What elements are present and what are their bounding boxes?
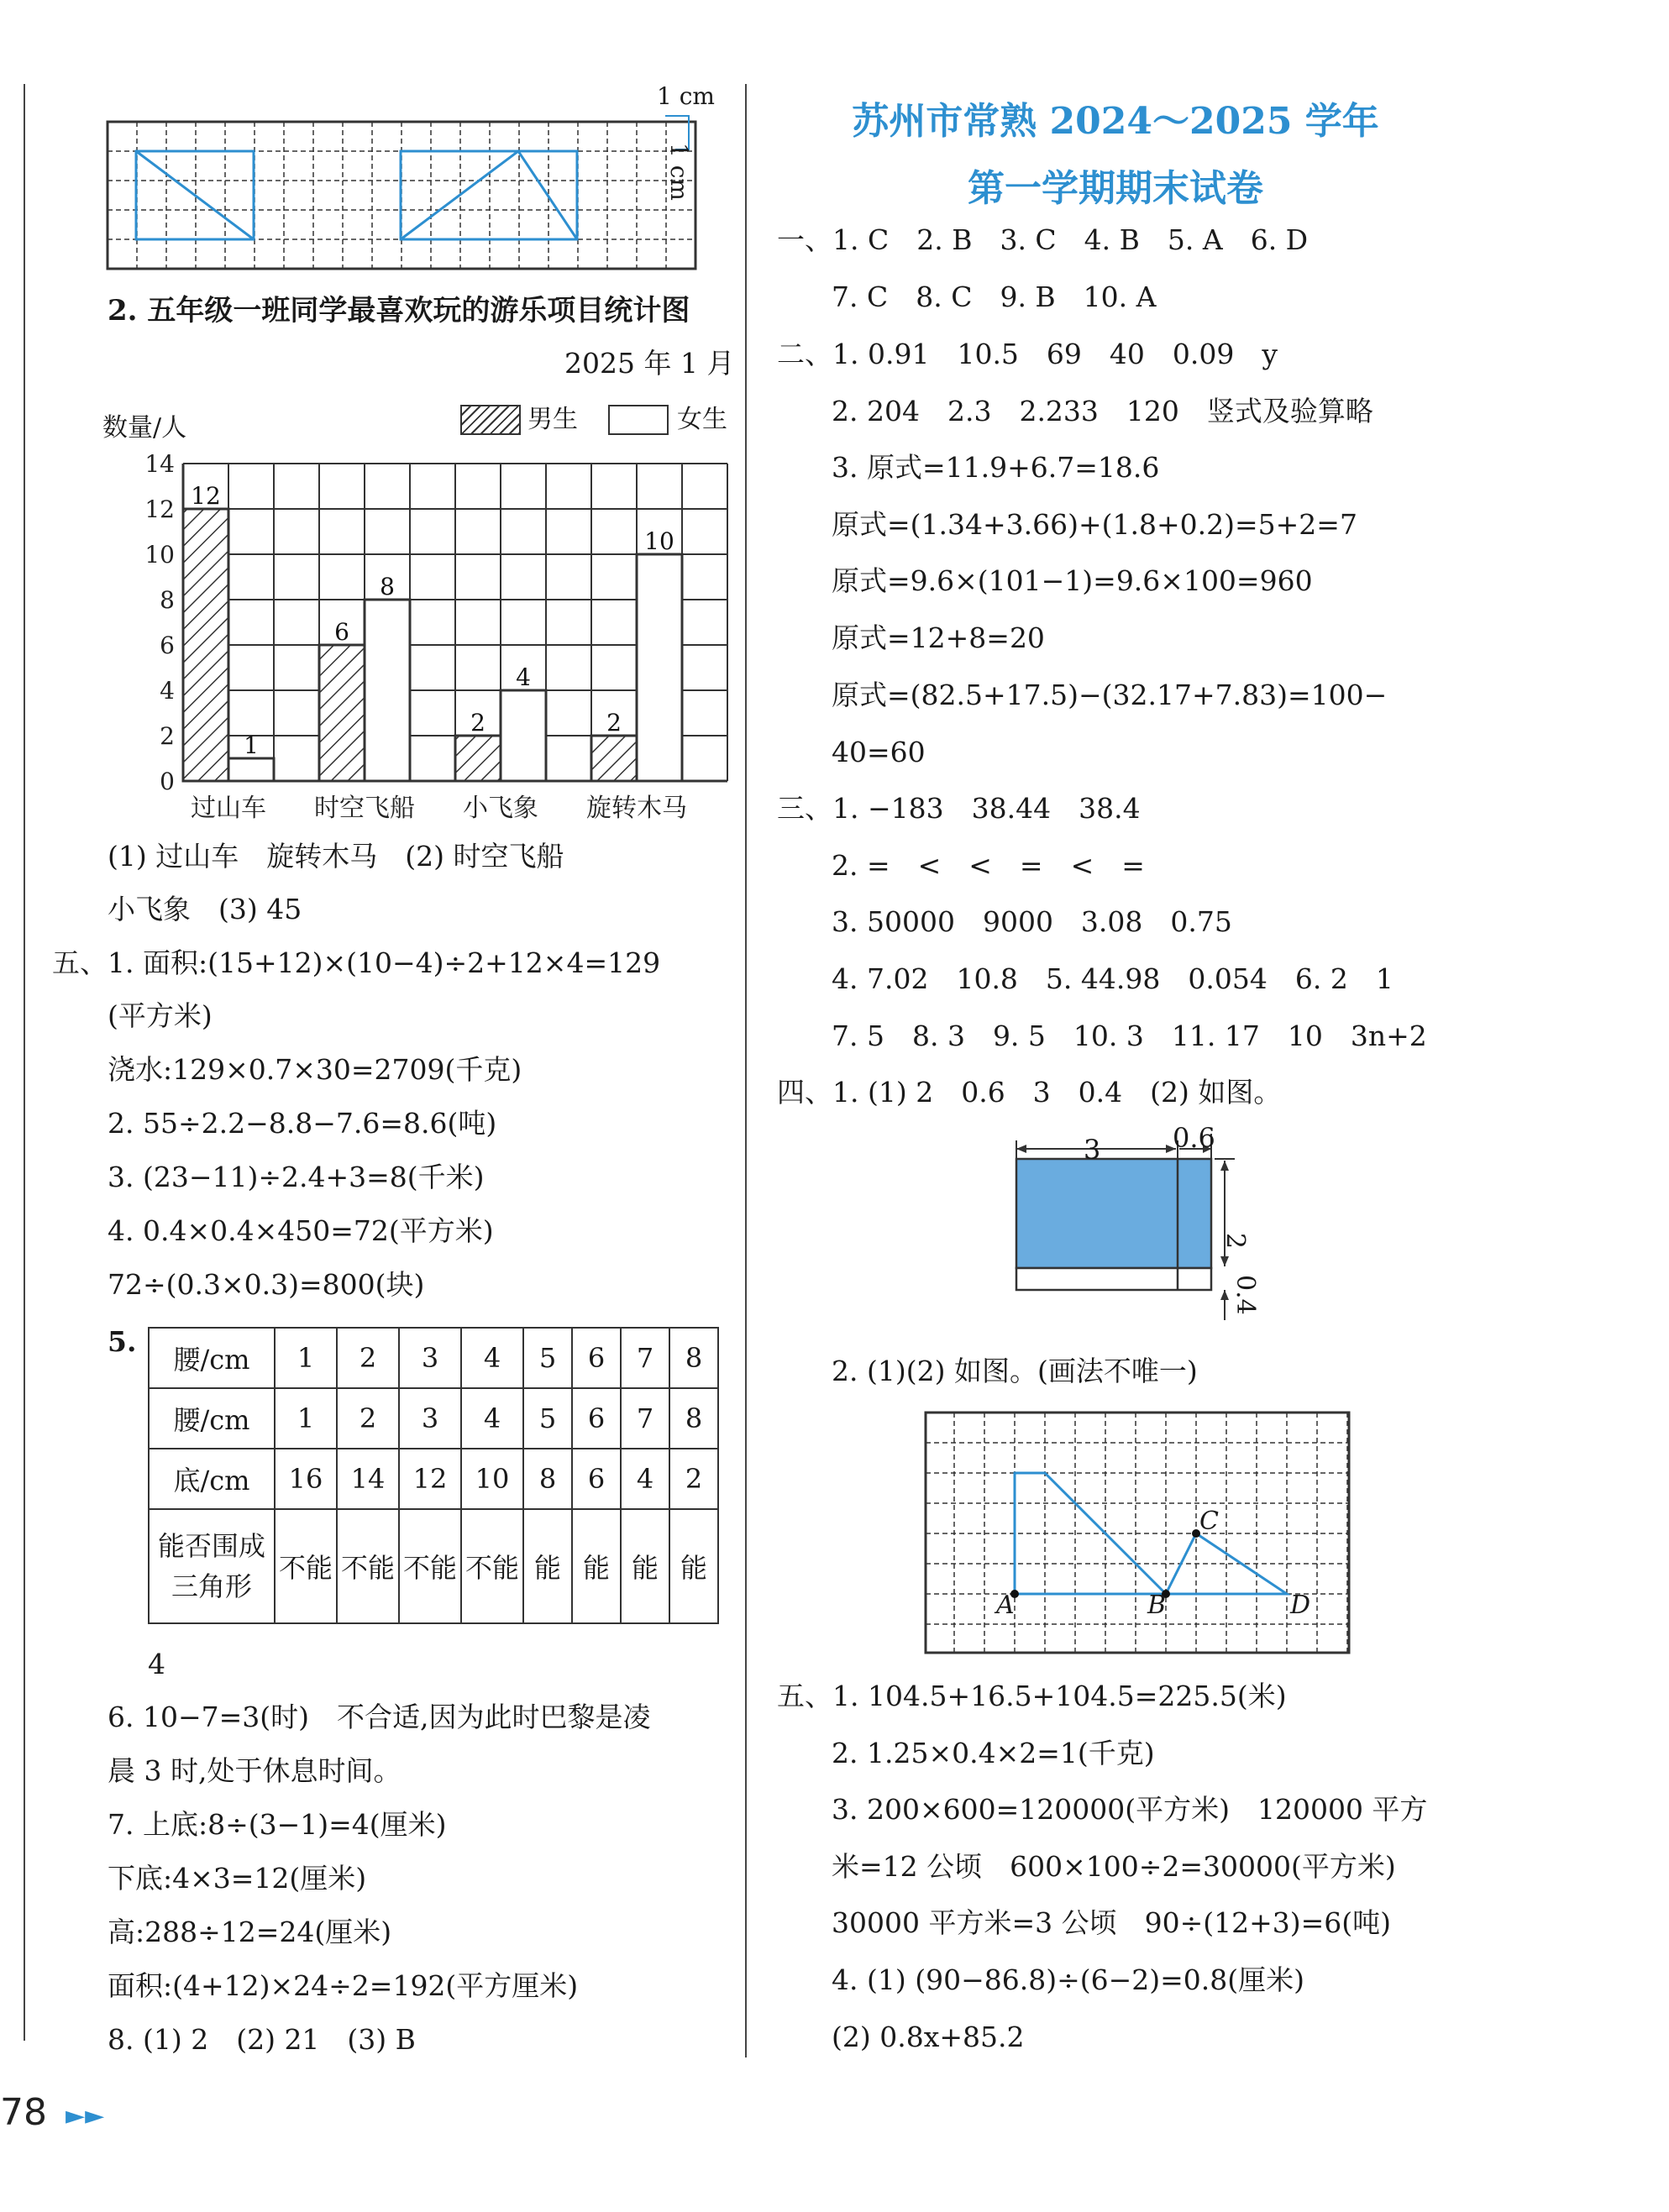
l5-5-label: 5. <box>108 1325 137 1358</box>
legend-girl-label: 女生 <box>677 405 727 434</box>
table-cell: 不能 <box>337 1509 399 1623</box>
table-cell: 5 <box>523 1388 572 1449</box>
x-category-label: 时空飞船 <box>314 794 415 823</box>
table-cell: 4 <box>461 1388 523 1449</box>
r5-3c: 30000 平方米=3 公顷 90÷(12+3)=6(吨) <box>832 1906 1392 1939</box>
bar-girl <box>365 600 410 781</box>
r2-3a: 3. 原式=11.9+6.7=18.6 <box>832 451 1160 484</box>
x-category-label: 小飞象 <box>463 794 538 823</box>
table-cell: 3 <box>399 1388 461 1449</box>
l5-4a: 4. 0.4×0.4×450=72(平方米) <box>108 1214 494 1247</box>
table-cell: 4 <box>461 1328 523 1388</box>
l5-8: 8. (1) 2 (2) 21 (3) B <box>108 2023 416 2056</box>
page-number: 78 <box>0 2091 47 2134</box>
table-row-header: 腰/cm <box>149 1328 275 1388</box>
page-arrows-icon: ►► <box>66 2101 105 2131</box>
legend-boy-label: 男生 <box>527 405 578 434</box>
l5-7b: 下底:4×3=12(厘米) <box>108 1862 367 1895</box>
table-cell: 16 <box>275 1449 337 1509</box>
table-cell: 2 <box>337 1328 399 1388</box>
r3-4: 4. 7.02 10.8 5. 44.98 0.054 6. 2 1 <box>832 962 1393 995</box>
l5-5-answer: 4 <box>148 1648 165 1680</box>
grid-figure-parallelograms <box>101 84 722 277</box>
table-cell: 3 <box>399 1328 461 1388</box>
table-cell: 6 <box>572 1449 621 1509</box>
scale-label-h: 1 cm <box>657 82 715 110</box>
point-b-label: B <box>1147 1591 1167 1620</box>
r4-2: 2. (1)(2) 如图。(画法不唯一) <box>832 1355 1198 1387</box>
l5-7d: 面积:(4+12)×24÷2=192(平方厘米) <box>108 1969 579 2002</box>
y-tick-label: 10 <box>144 541 175 569</box>
table-row-header: 底/cm <box>149 1449 275 1509</box>
x-category-label: 过山车 <box>191 794 266 823</box>
r2-3c: 原式=9.6×(101−1)=9.6×100=960 <box>832 564 1313 597</box>
r2-3f: 40=60 <box>832 736 926 768</box>
point-d-label: D <box>1290 1591 1311 1620</box>
bar-value-label: 2 <box>470 709 485 736</box>
bar-value-label: 1 <box>244 731 259 759</box>
bar-value-label: 10 <box>644 527 674 555</box>
l5-1b: (平方米) <box>108 999 213 1032</box>
r2-3d: 原式=12+8=20 <box>832 621 1045 654</box>
q2-answer-line1: (1) 过山车 旋转木马 (2) 时空飞船 <box>108 840 564 873</box>
bar-girl <box>501 690 546 781</box>
scale-label-v: 1 cm <box>665 143 693 201</box>
r1b: 7. C 8. C 9. B 10. A <box>832 280 1157 313</box>
r1a: 一、1. C 2. B 3. C 4. B 5. A 6. D <box>777 223 1309 256</box>
table-cell: 不能 <box>399 1509 461 1623</box>
bar-girl <box>228 758 274 781</box>
table-cell: 能 <box>572 1509 621 1623</box>
l5-4b: 72÷(0.3×0.3)=800(块) <box>108 1268 425 1301</box>
q2-date: 2025 年 1 月 <box>564 347 735 380</box>
l5-6a: 6. 10−7=3(时) 不合适,因为此时巴黎是凌 <box>108 1701 651 1733</box>
table-row <box>149 1449 718 1509</box>
table-cell: 8 <box>669 1328 718 1388</box>
table-row <box>149 1388 718 1449</box>
table-cell: 能 <box>669 1509 718 1623</box>
bar-boy <box>319 645 365 781</box>
exam-title-line2: 第一学期期末试卷 <box>968 167 1263 210</box>
table-cell: 7 <box>621 1388 669 1449</box>
r5-1: 五、1. 104.5+16.5+104.5=225.5(米) <box>777 1680 1287 1712</box>
table-cell: 不能 <box>275 1509 337 1623</box>
table-row <box>149 1328 718 1388</box>
l5-6b: 晨 3 时,处于休息时间。 <box>108 1754 402 1787</box>
exam-title-line1: 苏州市常熟 2024～2025 学年 <box>852 100 1379 143</box>
table-cell: 8 <box>523 1449 572 1509</box>
rect-label-top-b: 0.6 <box>1173 1122 1215 1154</box>
r3-2: 2. = < < = < = <box>832 849 1145 882</box>
table-cell: 10 <box>461 1449 523 1509</box>
legend-boy-swatch <box>460 405 521 435</box>
table-cell: 4 <box>621 1449 669 1509</box>
triangle-table <box>148 1327 719 1624</box>
r3-1: 三、1. −183 38.44 38.4 <box>777 792 1141 825</box>
table-cell: 6 <box>572 1328 621 1388</box>
bar-boy <box>183 509 228 781</box>
r3-3: 3. 50000 9000 3.08 0.75 <box>832 905 1232 938</box>
table-cell: 能 <box>621 1509 669 1623</box>
rect-label-top-a: 3 <box>1084 1134 1101 1166</box>
table-cell: 5 <box>523 1328 572 1388</box>
r5-4b: (2) 0.8x+85.2 <box>832 2021 1025 2053</box>
r2-1: 二、1. 0.91 10.5 69 40 0.09 y <box>777 338 1278 370</box>
table-cell: 6 <box>572 1388 621 1449</box>
table-cell: 14 <box>337 1449 399 1509</box>
r5-4a: 4. (1) (90−86.8)÷(6−2)=0.8(厘米) <box>832 1963 1304 1996</box>
table-cell: 不能 <box>461 1509 523 1623</box>
bar-value-label: 8 <box>380 573 395 600</box>
q2-title: 2. 五年级一班同学最喜欢玩的游乐项目统计图 <box>108 294 690 328</box>
figure2-rect <box>401 151 577 239</box>
table-cell: 1 <box>275 1388 337 1449</box>
l5-2: 2. 55÷2.2−8.8−7.6=8.6(吨) <box>108 1107 497 1140</box>
table-row-header: 腰/cm <box>149 1388 275 1449</box>
y-tick-label: 8 <box>160 586 175 614</box>
table-cell: 7 <box>621 1328 669 1388</box>
r5-3b: 米=12 公顷 600×100÷2=30000(平方米) <box>832 1850 1396 1883</box>
left-margin-rule <box>24 84 25 2041</box>
r5-2: 2. 1.25×0.4×2=1(千克) <box>832 1737 1155 1769</box>
l5-3: 3. (23−11)÷2.4+3=8(千米) <box>108 1161 485 1193</box>
bar-value-label: 2 <box>606 709 622 736</box>
bar-boy <box>455 736 501 781</box>
bar-value-label: 4 <box>516 663 531 691</box>
l5-1a: 五、1. 面积:(15+12)×(10−4)÷2+12×4=129 <box>52 946 661 979</box>
column-divider <box>745 84 747 2057</box>
table-cell: 12 <box>399 1449 461 1509</box>
table-cell: 1 <box>275 1328 337 1388</box>
r2-2: 2. 204 2.3 2.233 120 竖式及验算略 <box>832 395 1373 427</box>
y-tick-label: 0 <box>160 768 175 795</box>
table-cell: 2 <box>669 1449 718 1509</box>
bar-girl <box>637 554 682 781</box>
r5-3a: 3. 200×600=120000(平方米) 120000 平方 <box>832 1793 1428 1826</box>
r2-3b: 原式=(1.34+3.66)+(1.8+0.2)=5+2=7 <box>832 508 1357 541</box>
bar-value-label: 12 <box>191 482 221 510</box>
table-cell: 8 <box>669 1388 718 1449</box>
y-tick-label: 2 <box>160 722 175 750</box>
r3-7: 7. 5 8. 3 9. 5 10. 3 11. 17 10 3n+2 <box>832 1020 1427 1052</box>
chart-ylabel: 数量/人 <box>102 413 187 443</box>
y-tick-label: 14 <box>144 450 175 478</box>
point-c-label: C <box>1199 1507 1219 1536</box>
bar-chart <box>84 445 748 831</box>
rect-label-side-b: 0.4 <box>1231 1275 1260 1315</box>
table-cell: 2 <box>337 1388 399 1449</box>
r4-1: 四、1. (1) 2 0.6 3 0.4 (2) 如图。 <box>777 1076 1282 1109</box>
y-tick-label: 4 <box>160 677 175 705</box>
r2-3e: 原式=(82.5+17.5)−(32.17+7.83)=100− <box>832 679 1388 711</box>
table-cell: 能 <box>523 1509 572 1623</box>
l5-1c: 浇水:129×0.7×30=2709(千克) <box>108 1053 522 1086</box>
l5-7c: 高:288÷12=24(厘米) <box>108 1916 392 1948</box>
bar-boy <box>591 736 637 781</box>
table-row <box>149 1509 718 1623</box>
rect-label-side-a: 2 <box>1220 1233 1250 1250</box>
bar-value-label: 6 <box>334 618 349 646</box>
legend-girl-swatch <box>608 405 669 435</box>
y-tick-label: 6 <box>160 632 175 659</box>
point-a-label: A <box>996 1591 1015 1620</box>
q2-answer-line2: 小飞象 (3) 45 <box>108 893 302 925</box>
grid-figure-triangle <box>924 1411 1352 1654</box>
x-category-label: 旋转木马 <box>586 794 687 823</box>
l5-7a: 7. 上底:8÷(3−1)=4(厘米) <box>108 1808 447 1841</box>
y-tick-label: 12 <box>144 495 175 523</box>
table-row-header: 能否围成三角形 <box>149 1509 275 1623</box>
